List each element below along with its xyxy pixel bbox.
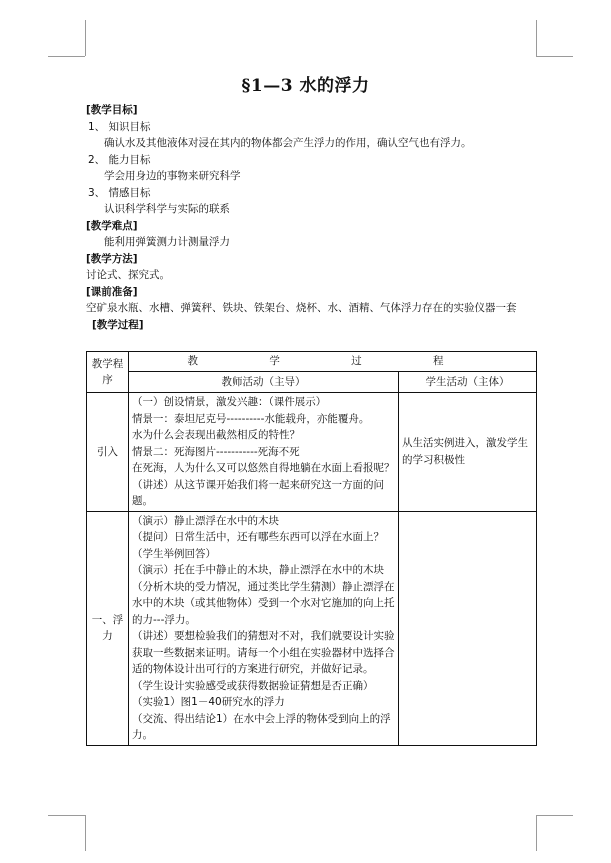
table-subheader-row xyxy=(87,372,537,393)
crop-mark xyxy=(536,56,573,57)
objective-label: 1、 知识目标 xyxy=(88,120,151,133)
paragraph: 情景二：死海图片-----------死海不死 xyxy=(132,445,300,458)
row-label: 一、浮力 xyxy=(87,511,129,745)
crop-mark xyxy=(536,815,573,816)
paragraph: （交流、得出结论1）在水中会上浮的物体受到向上的浮力。 xyxy=(132,712,391,741)
paragraph: 水为什么会表现出截然相反的特性？ xyxy=(132,429,300,441)
paragraph: （演示）静止漂浮在水中的木块 xyxy=(132,514,279,527)
header-student: 学生活动（主体） xyxy=(399,372,537,393)
method-heading: [教学方法] xyxy=(86,252,138,265)
crop-mark xyxy=(85,815,86,851)
teacher-activity xyxy=(129,511,399,745)
crop-mark xyxy=(48,56,85,57)
objective-label: 2、 能力目标 xyxy=(88,153,151,166)
prep-text: 空矿泉水瓶、水槽、弹簧秤、铁块、铁架台、烧杯、水、酒精、气体浮力存在的实验仪器一套 xyxy=(86,302,517,314)
crop-mark xyxy=(536,20,537,56)
table-row xyxy=(87,393,537,512)
process-heading: [教学过程] xyxy=(92,318,144,331)
header-process-label: 教 学 过 程 xyxy=(187,355,478,368)
difficulty-text: 能利用弹簧测力计测量浮力 xyxy=(104,236,230,248)
paragraph: （演示）托在手中静止的木块，静止漂浮在水中的木块 xyxy=(132,564,384,576)
row-label: 引入 xyxy=(87,393,129,512)
crop-mark xyxy=(48,815,85,816)
table-header-row xyxy=(87,352,537,372)
paragraph: 在死海，人为什么又可以悠然自得地躺在水面上看报呢？ xyxy=(132,462,395,474)
objectives-heading: [教学目标] xyxy=(86,104,138,116)
document-body xyxy=(86,102,536,333)
paragraph: （提问）日常生活中，还有哪些东西可以浮在水面上？ （学生举例回答） xyxy=(132,531,384,560)
process-table xyxy=(86,351,537,746)
objective-text: 认识科学科学与实际的联系 xyxy=(104,203,230,215)
paragraph: （分析木块的受力情况，通过类比学生猜测）静止漂浮在水中的木块（或其他物体）受到一个水对它施加的向上托的力---浮力。 xyxy=(132,580,395,626)
crop-mark xyxy=(85,20,86,56)
header-process xyxy=(129,352,537,372)
objective-label: 3、 情感目标 xyxy=(88,186,151,199)
header-teacher: 教师活动（主导） xyxy=(129,372,399,393)
paragraph: （实验1）图1－40研究水的浮力 xyxy=(132,696,285,708)
objective-text: 学会用身边的事物来研究科学 xyxy=(104,170,241,182)
objective-text: 确认水及其他液体对浸在其内的物体都会产生浮力的作用，确认空气也有浮力。 xyxy=(104,137,472,149)
student-activity xyxy=(399,511,537,745)
page-title: §1—3 水的浮力 xyxy=(241,76,370,96)
method-text: 讨论式、探究式。 xyxy=(86,269,170,281)
paragraph: （一）创设情景，激发兴趣：（课件展示） xyxy=(132,396,327,408)
paragraph: 情景一：泰坦尼克号----------水能载舟，亦能覆舟。 xyxy=(132,412,370,425)
header-program: 教学程序 xyxy=(87,352,129,393)
student-activity: 从生活实例进入，激发学生的学习积极性 xyxy=(399,393,537,512)
prep-heading: [课前准备] xyxy=(86,285,138,298)
crop-mark xyxy=(536,815,537,851)
table-row xyxy=(87,511,537,745)
paragraph: （讲述）从这节课开始我们将一起来研究这一方面的问题。 xyxy=(132,478,384,507)
difficulty-heading: [教学难点] xyxy=(86,219,138,232)
paragraph: （讲述）要想检验我们的猜想对不对，我们就要设计实验获取一些数据来证明。请每一个小组在实验器材中选择合适的物体设计出可行的方案进行研究，并做好记录。 （学生设计实验感受或获得数据验证猜想是否正确） xyxy=(132,630,395,692)
teacher-activity xyxy=(129,393,399,512)
